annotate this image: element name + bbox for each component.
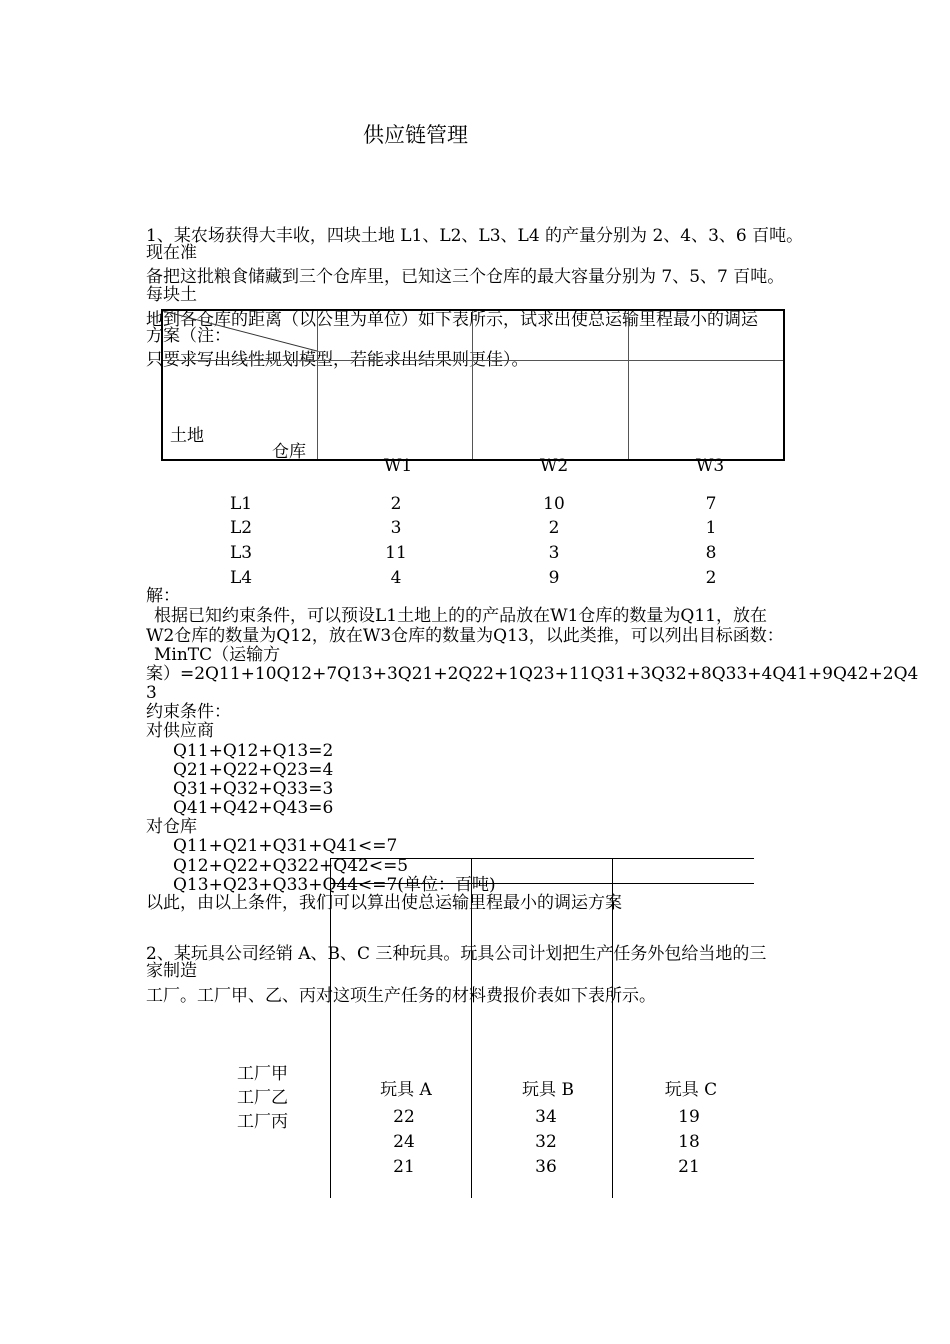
factory-label: 工厂丙 [237, 1112, 288, 1132]
page-title: 供应链管理 [363, 123, 468, 147]
table-cell: 18 [678, 1132, 700, 1152]
q2-line-3: 工厂。工厂甲、乙、丙对这项生产任务的材料费报价表如下表所示。 [146, 986, 656, 1006]
price-table-rule-2 [330, 883, 754, 884]
price-table-rule-top [330, 858, 754, 859]
row-label-l2: L2 [230, 518, 253, 538]
column-header-toy-c: 玩具 C [664, 1080, 718, 1100]
table-cell: 3 [548, 543, 560, 563]
row-label-l4: L4 [230, 568, 253, 588]
objective-line-1: MinTC（运输方 [154, 645, 281, 665]
q1-line-1: 1、某农场获得大丰收，四块土地 L1、L2、L3、L4 的产量分别为 2、4、3、6 百吨。 [146, 226, 804, 246]
table-cell: 8 [705, 543, 717, 563]
table-cell: 21 [393, 1157, 415, 1177]
table-cell: 24 [393, 1132, 415, 1152]
row-label-l1: L1 [230, 494, 253, 514]
solution-para-line-1: 根据已知约束条件，可以预设L1土地上的的产品放在W1仓库的数量为Q11，放在 [154, 606, 767, 626]
table-cell: 4 [390, 568, 402, 588]
supplier-constraint: Q31+Q32+Q33=3 [173, 779, 334, 799]
solution-label: 解： [146, 586, 180, 606]
column-header-toy-b: 玩具 B [522, 1080, 574, 1100]
column-header-w1: W1 [383, 456, 413, 476]
q1-line-3: 备把这批粮食储藏到三个仓库里，已知这三个仓库的最大容量分别为 7、5、7 百吨。 [146, 267, 785, 287]
column-header-w2: W2 [539, 456, 569, 476]
warehouse-constraint: Q12+Q22+Q322+Q42<=5 [173, 856, 409, 876]
price-table-divider-3 [612, 858, 613, 1198]
table-cell: 36 [535, 1157, 557, 1177]
q1-line-2: 现在准 [146, 243, 197, 263]
supplier-constraint: Q21+Q22+Q23=4 [173, 760, 334, 780]
column-header-w3: W3 [695, 456, 725, 476]
table-cell: 2 [390, 494, 402, 514]
supplier-constraint: Q11+Q12+Q13=2 [173, 741, 334, 761]
solution-para-line-2: W2仓库的数量为Q12，放在W3仓库的数量为Q13，以此类推，可以列出目标函数： [146, 626, 784, 646]
row-label-l3: L3 [230, 543, 253, 563]
distance-table-divider-2 [472, 311, 473, 459]
q1-line-4: 每块土 [146, 285, 197, 305]
warehouse-constraint: Q13+Q23+Q33+Q44<=7(单位：百吨) [173, 875, 496, 895]
table-cell: 1 [705, 518, 717, 538]
factory-label: 工厂乙 [237, 1088, 288, 1108]
q2-line-1: 2、某玩具公司经销 A、B、C 三种玩具。玩具公司计划把生产任务外包给当地的三 [146, 944, 767, 964]
table-cell: 32 [535, 1132, 557, 1152]
warehouse-label: 对仓库 [146, 817, 197, 837]
supplier-label: 对供应商 [146, 721, 214, 741]
distance-table-divider-1 [317, 311, 318, 459]
corner-row-label: 土地 [170, 426, 204, 446]
q1-line-7: 只要求写出线性规划模型，若能求出结果则更佳）。 [146, 350, 529, 370]
q2-line-2: 家制造 [146, 961, 197, 981]
table-cell: 22 [393, 1107, 415, 1127]
table-cell: 21 [678, 1157, 700, 1177]
constraints-label: 约束条件： [146, 702, 231, 722]
price-table-divider-1 [330, 858, 331, 1198]
table-cell: 2 [548, 518, 560, 538]
q1-line-6: 方案（注： [146, 326, 231, 346]
table-cell: 9 [548, 568, 560, 588]
table-cell: 2 [705, 568, 717, 588]
warehouse-constraint: Q11+Q21+Q31+Q41<=7 [173, 836, 398, 856]
table-cell: 10 [543, 494, 565, 514]
table-cell: 34 [535, 1107, 557, 1127]
corner-col-label: 仓库 [272, 442, 306, 462]
column-header-toy-a: 玩具 A [380, 1080, 432, 1100]
table-cell: 11 [385, 543, 407, 563]
table-cell: 19 [678, 1107, 700, 1127]
conclusion-text: 以此，由以上条件，我们可以算出使总运输里程最小的调运方案 [146, 893, 622, 913]
supplier-constraint: Q41+Q42+Q43=6 [173, 798, 334, 818]
table-cell: 7 [705, 494, 717, 514]
q1-line-5: 地到各仓库的距离（以公里为单位）如下表所示，试求出使总运输里程最小的调运 [146, 310, 758, 330]
table-cell: 3 [390, 518, 402, 538]
factory-label: 工厂甲 [237, 1064, 288, 1084]
objective-line-3: 3 [146, 683, 157, 703]
price-table-divider-2 [471, 858, 472, 1198]
objective-line-2: 案）=2Q11+10Q12+7Q13+3Q21+2Q22+1Q23+11Q31+3Q32+8Q33+4Q41+9Q42+2Q4 [146, 664, 919, 684]
distance-table-divider-3 [628, 311, 629, 459]
